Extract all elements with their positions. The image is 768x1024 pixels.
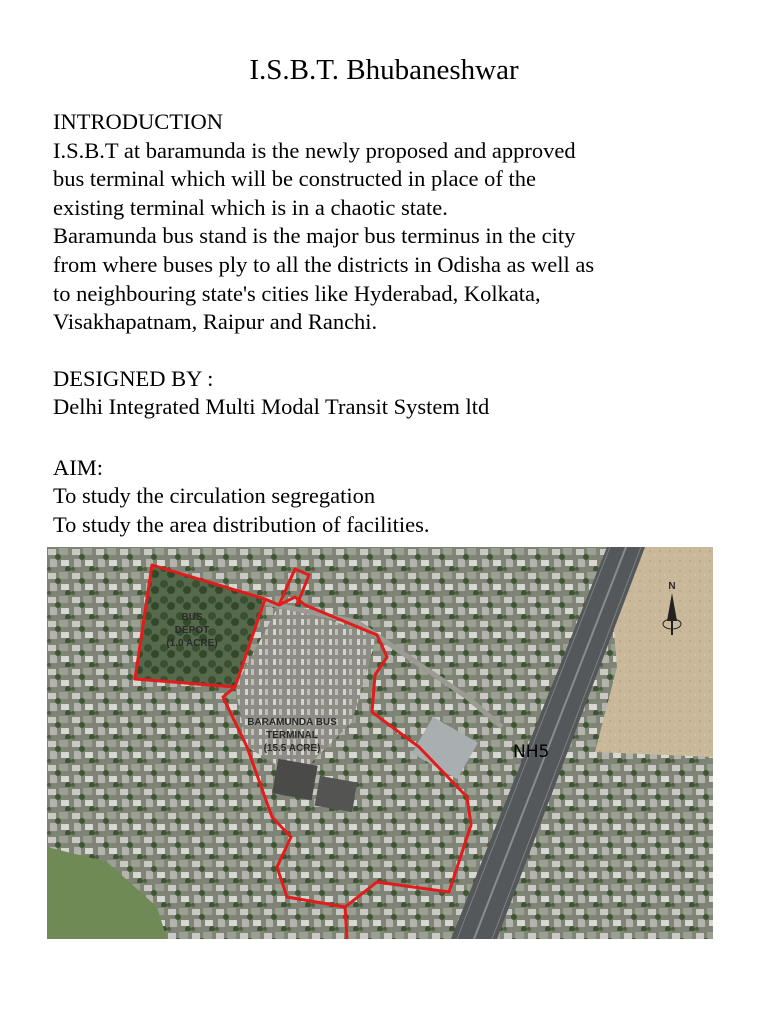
- aim-heading: AIM:: [53, 455, 103, 480]
- intro-line: existing terminal which is in a chaotic state.: [53, 195, 448, 220]
- designed-by-value: Delhi Integrated Multi Modal Transit System ltd: [53, 394, 490, 419]
- intro-line: to neighbouring state's cities like Hyderabad, Kolkata,: [53, 281, 541, 306]
- north-label: N: [668, 581, 676, 592]
- terminal-label: (15.5 ACRE): [263, 743, 321, 754]
- depot-label: BUS: [181, 612, 203, 623]
- aim-line: To study the circulation segregation: [53, 483, 376, 508]
- depot-label: (1.0 ACRE): [166, 638, 218, 649]
- intro-heading: INTRODUCTION: [53, 109, 223, 134]
- highway-label: NH5: [513, 742, 550, 762]
- page-title: I.S.B.T. Bhubaneshwar: [249, 54, 519, 86]
- intro-line: I.S.B.T at baramunda is the newly proposed and approved: [53, 138, 576, 163]
- aim-line: To study the area distribution of facilities.: [53, 512, 430, 537]
- intro-line: bus terminal which will be constructed in place of the: [53, 166, 536, 191]
- terminal-label: BARAMUNDA BUS: [247, 717, 337, 728]
- designed-by-heading: DESIGNED BY :: [53, 366, 214, 391]
- intro-line: Visakhapatnam, Raipur and Ranchi.: [53, 309, 378, 334]
- intro-line: Baramunda bus stand is the major bus terminus in the city: [53, 223, 576, 248]
- intro-line: from where buses ply to all the districts in Odisha as well as: [53, 252, 595, 277]
- terminal-label: TERMINAL: [266, 730, 318, 741]
- depot-label: DEPOT: [174, 625, 210, 636]
- satellite-map: [47, 547, 713, 939]
